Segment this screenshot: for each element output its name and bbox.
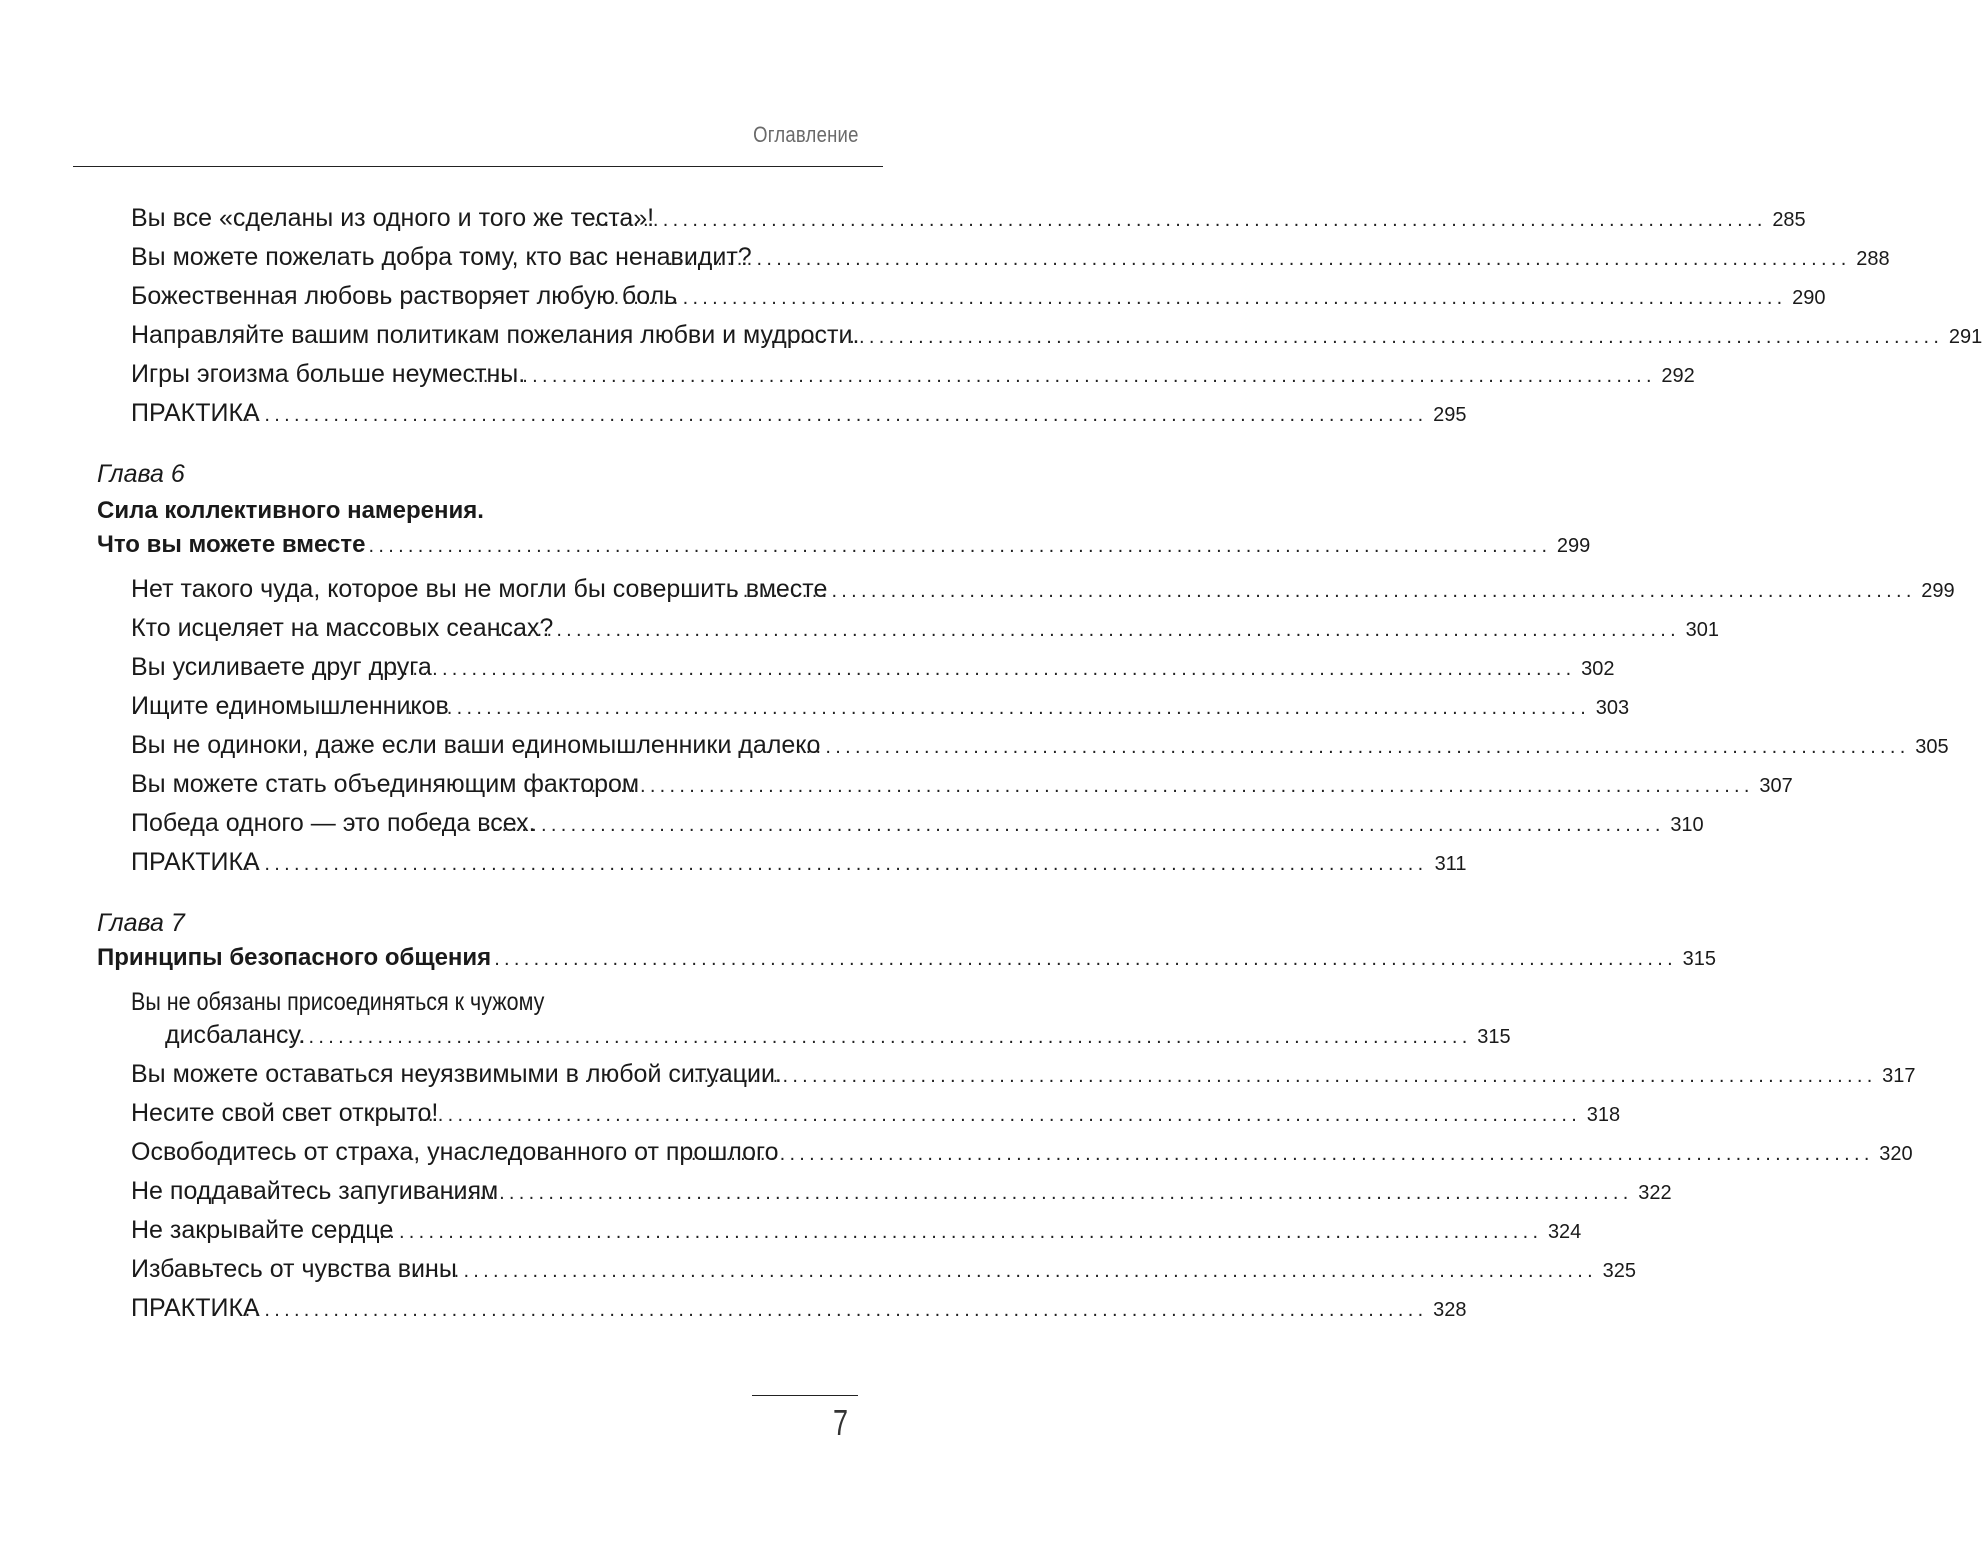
- toc-entry-title: Несите свой свет открыто!: [131, 1099, 439, 1127]
- toc-entry-title: Игры эгоизма больше неуместны.: [131, 360, 526, 388]
- toc-entry[interactable]: [131, 243, 1890, 275]
- toc-entry-title: Вы все «сделаны из одного и того же теста»!: [131, 204, 655, 232]
- toc-entry[interactable]: [131, 1294, 1467, 1326]
- toc-entry[interactable]: [131, 1138, 1913, 1170]
- leader-dots: ........................................................................................................................: [497, 619, 1680, 641]
- toc-entry-title: Направляйте вашим политикам пожелания любви и мудрости.: [131, 321, 860, 349]
- toc-entry[interactable]: [131, 360, 1695, 392]
- toc-entry-page: 299: [1921, 580, 1955, 602]
- chapter-title-line[interactable]: [97, 944, 1716, 976]
- toc-entry-page: 290: [1792, 287, 1826, 309]
- toc-entry-page: 301: [1685, 619, 1719, 641]
- leader-dots: ........................................................................................................................: [494, 948, 1677, 970]
- running-head: Оглавление: [753, 122, 859, 147]
- toc-entry-page: 315: [1477, 1026, 1511, 1048]
- toc-entry-page: 288: [1856, 248, 1890, 270]
- leader-dots: ........................................................................................................................: [244, 1299, 1428, 1321]
- toc-entry-page: 325: [1602, 1260, 1636, 1282]
- toc-entry-title: Вы можете оставаться неуязвимыми в любой ситуации.: [131, 1060, 782, 1088]
- toc-entry-title: Освободитесь от страха, унаследованного от прошлого: [131, 1138, 779, 1166]
- leader-dots: ........................................................................................................................: [760, 326, 1944, 348]
- toc-entry[interactable]: [131, 282, 1826, 314]
- toc-entry-page: 324: [1547, 1221, 1582, 1243]
- chapter-title: Сила коллективного намерения.: [97, 497, 484, 524]
- toc-entry[interactable]: [131, 809, 1704, 841]
- toc-entry-title: Кто исцеляет на массовых сеансах?: [131, 614, 554, 642]
- toc-entry-title: Избавьтесь от чувства вины: [131, 1255, 457, 1283]
- leader-dots: ........................................................................................................................: [368, 535, 1552, 557]
- toc-entry-title[interactable]: [131, 988, 612, 1017]
- toc-entry-page: 302: [1581, 658, 1615, 680]
- chapter-title: Принципы безопасного общения: [97, 944, 492, 971]
- toc-entry[interactable]: [131, 575, 1955, 607]
- leader-dots: ........................................................................................................................: [570, 775, 1754, 797]
- leader-dots: ........................................................................................................................: [414, 1260, 1597, 1282]
- toc-entry-page: 320: [1879, 1143, 1913, 1165]
- toc-entry-title: ПРАКТИКА: [131, 399, 260, 427]
- chapter-page: 315: [1682, 948, 1716, 970]
- toc-entry-title-continued: дисбалансу.: [165, 1021, 306, 1049]
- leader-dots: ........................................................................................................................: [244, 404, 1428, 426]
- page-number: 7: [833, 1402, 849, 1443]
- toc-entry[interactable]: [165, 1021, 1511, 1053]
- chapter-label: Глава 7: [97, 909, 185, 937]
- toc-entry-page: 307: [1759, 775, 1793, 797]
- leader-dots: ........................................................................................................................: [359, 1221, 1543, 1243]
- leader-dots: ........................................................................................................................: [392, 658, 1576, 680]
- toc-entry-page: 328: [1433, 1299, 1467, 1321]
- leader-dots: ........................................................................................................................: [288, 1026, 1472, 1048]
- toc-entry[interactable]: [131, 653, 1615, 685]
- toc-entry[interactable]: [131, 204, 1806, 236]
- toc-entry[interactable]: [131, 614, 1719, 646]
- toc-entry-title: Вы усиливаете друг друга: [131, 653, 432, 681]
- toc-entry-page: 305: [1915, 736, 1949, 758]
- toc-entry[interactable]: [131, 1255, 1636, 1287]
- toc-entry-page: 310: [1670, 814, 1704, 836]
- toc-entry[interactable]: [131, 692, 1630, 724]
- leader-dots: ........................................................................................................................: [693, 1065, 1877, 1087]
- leader-dots: ........................................................................................................................: [583, 209, 1767, 231]
- chapter-label: Глава 6: [97, 460, 185, 488]
- toc-entry-page: 295: [1433, 404, 1467, 426]
- toc-entry-title: Ищите единомышленников: [131, 692, 449, 720]
- footer-rule: [752, 1395, 858, 1396]
- toc-entry-title-line1: Вы не обязаны присоединяться к чужому: [131, 988, 545, 1016]
- toc-entry-page: 322: [1638, 1182, 1672, 1204]
- toc-entry-title: Божественная любовь растворяет любую боль: [131, 282, 678, 310]
- leader-dots: ........................................................................................................................: [449, 1182, 1633, 1204]
- toc-entry-page: 285: [1772, 209, 1806, 231]
- chapter-title-line[interactable]: [97, 531, 1591, 563]
- leader-dots: ........................................................................................................................: [732, 580, 1916, 602]
- leader-dots: ........................................................................................................................: [481, 814, 1665, 836]
- toc-entry-title: Вы не одиноки, даже если ваши единомышленники далеко: [131, 731, 821, 759]
- leader-dots: ........................................................................................................................: [603, 287, 1787, 309]
- toc-entry-page: 317: [1882, 1065, 1916, 1087]
- toc-entry-page: 291: [1948, 326, 1982, 348]
- leader-dots: ........................................................................................................................: [244, 853, 1428, 875]
- toc-entry-page: 292: [1661, 365, 1695, 387]
- toc-entry[interactable]: [131, 848, 1467, 880]
- toc-entry[interactable]: [131, 1216, 1582, 1248]
- header-rule: [73, 166, 883, 167]
- toc-entry[interactable]: [131, 1099, 1621, 1131]
- toc-entry-title: Не поддавайтесь запугиваниям: [131, 1177, 499, 1205]
- toc-entry-page: 303: [1595, 697, 1630, 719]
- toc-entry-page: 318: [1586, 1104, 1621, 1126]
- chapter-title-continued: Что вы можете вместе: [97, 531, 366, 558]
- toc-entry[interactable]: [131, 321, 1982, 353]
- toc-entry-title: ПРАКТИКА: [131, 848, 260, 876]
- toc-entry-title: Победа одного — это победа всех.: [131, 809, 536, 837]
- leader-dots: ........................................................................................................................: [407, 697, 1591, 719]
- chapter-page: 299: [1556, 535, 1591, 557]
- toc-entry-title: Не закрывайте сердце: [131, 1216, 394, 1244]
- toc-entry-page: 311: [1434, 853, 1467, 875]
- leader-dots: ........................................................................................................................: [398, 1104, 1582, 1126]
- toc-entry-title: Вы можете стать объединяющим фактором: [131, 770, 640, 798]
- toc-entry-title: Вы можете пожелать добра тому, кто вас ненавидит?: [131, 243, 752, 271]
- toc-entry[interactable]: [131, 731, 1949, 763]
- toc-entry[interactable]: [131, 1060, 1916, 1092]
- leader-dots: ........................................................................................................................: [690, 1143, 1874, 1165]
- toc-entry[interactable]: [131, 1177, 1672, 1209]
- leader-dots: ........................................................................................................................: [473, 365, 1656, 387]
- toc-entry-title: Нет такого чуда, которое вы не могли бы совершить вместе: [131, 575, 828, 603]
- toc-entry-title: ПРАКТИКА: [131, 1294, 260, 1322]
- toc-entry[interactable]: [131, 399, 1467, 431]
- leader-dots: ........................................................................................................................: [726, 736, 1910, 758]
- toc-entry[interactable]: [131, 770, 1793, 802]
- leader-dots: ........................................................................................................................: [667, 248, 1851, 270]
